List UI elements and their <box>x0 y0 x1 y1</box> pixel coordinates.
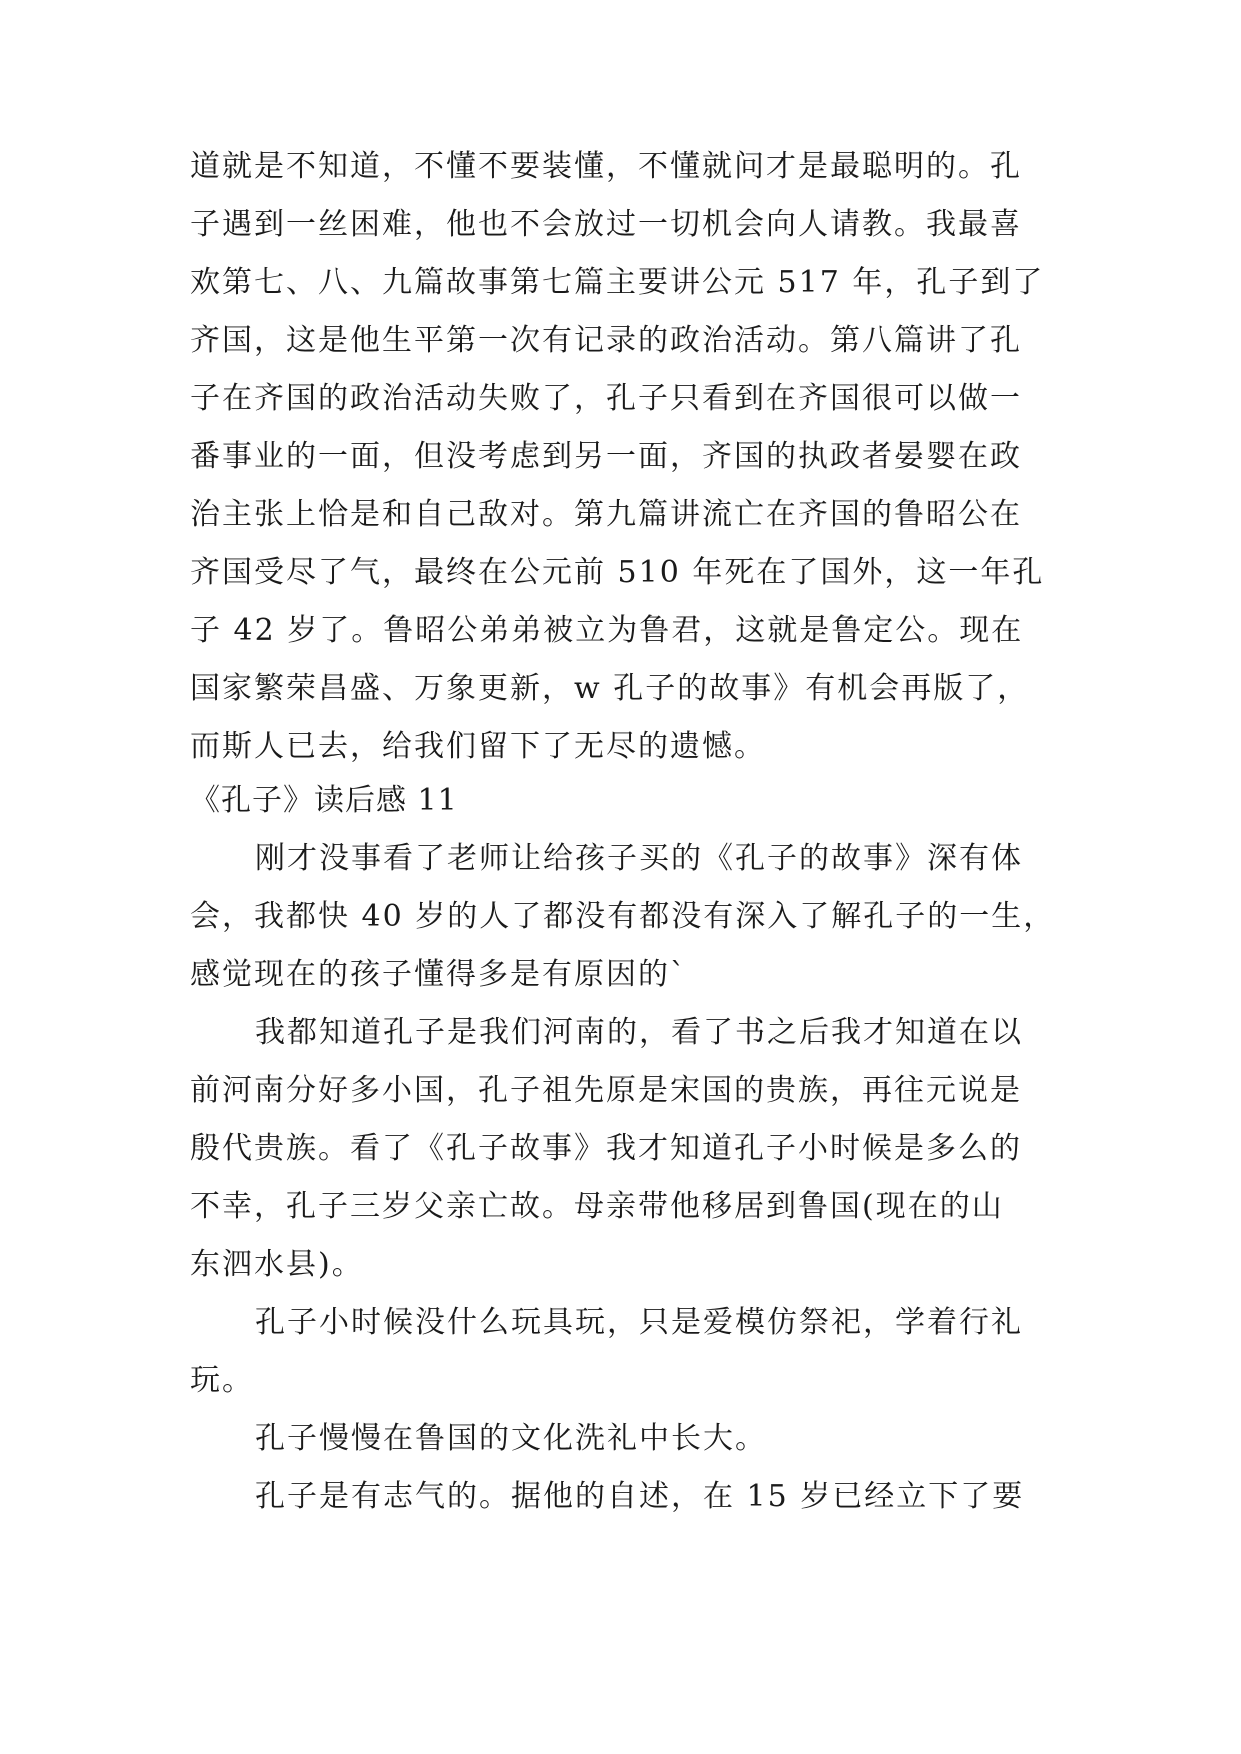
paragraph-first-line: 孔子慢慢在鲁国的文化洗礼中长大。 <box>255 1421 767 1456</box>
text-line: 齐国，这是他生平第一次有记录的政治活动。第八篇讲了孔 <box>190 323 1022 358</box>
paragraph-first-line: 孔子小时候没什么玩具玩，只是爱模仿祭祀，学着行礼 <box>255 1305 1023 1340</box>
text-line: 殷代贵族。看了《孔子故事》我才知道孔子小时候是多么的 <box>190 1131 1022 1166</box>
text-line: 齐国受尽了气，最终在公元前 510 年死在了国外，这一年孔 <box>190 555 1045 590</box>
text-line: 欢第七、八、九篇故事第七篇主要讲公元 517 年，孔子到了 <box>190 265 1045 300</box>
text-line: 不幸，孔子三岁父亲亡故。母亲带他移居到鲁国(现在的山 <box>190 1189 1004 1224</box>
text-line: 子在齐国的政治活动失败了，孔子只看到在齐国很可以做一 <box>190 381 1022 416</box>
text-line: 东泗水县)。 <box>190 1247 364 1282</box>
paragraph-first-line: 我都知道孔子是我们河南的，看了书之后我才知道在以 <box>255 1015 1023 1050</box>
text-line: 感觉现在的孩子懂得多是有原因的` <box>190 957 687 992</box>
paragraph-first-line: 刚才没事看了老师让给孩子买的《孔子的故事》深有体 <box>255 841 1023 876</box>
section-heading: 《孔子》读后感 11 <box>190 783 458 818</box>
text-line: 治主张上恰是和自己敌对。第九篇讲流亡在齐国的鲁昭公在 <box>190 497 1022 532</box>
paragraph-first-line: 孔子是有志气的。据他的自述，在 15 岁已经立下了要 <box>255 1479 1025 1514</box>
text-line: 玩。 <box>190 1363 254 1398</box>
text-line: 会，我都快 40 岁的人了都没有都没有深入了解孔子的一生， <box>190 899 1056 934</box>
text-line: 而斯人已去，给我们留下了无尽的遗憾。 <box>190 729 766 764</box>
text-line: 国家繁荣昌盛、万象更新，w 孔子的故事》有机会再版了， <box>190 671 1030 706</box>
text-line: 番事业的一面，但没考虑到另一面，齐国的执政者晏婴在政 <box>190 439 1022 474</box>
text-line: 道就是不知道，不懂不要装懂，不懂就问才是最聪明的。孔 <box>190 149 1022 184</box>
text-line: 子 42 岁了。鲁昭公弟弟被立为鲁君，这就是鲁定公。现在 <box>190 613 1024 648</box>
text-line: 子遇到一丝困难，他也不会放过一切机会向人请教。我最喜 <box>190 207 1022 242</box>
text-line: 前河南分好多小国，孔子祖先原是宋国的贵族，再往元说是 <box>190 1073 1022 1108</box>
